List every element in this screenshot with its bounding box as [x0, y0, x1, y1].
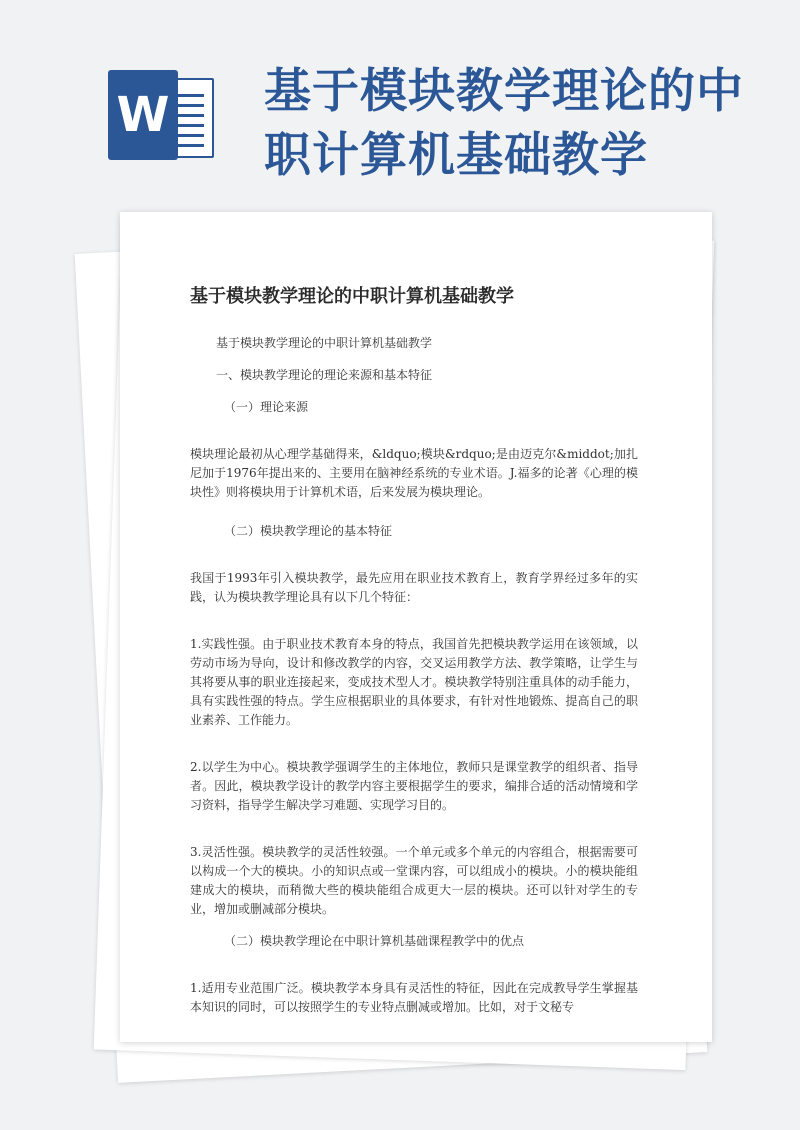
banner-title — [264, 60, 784, 188]
word-letter-tile: W — [108, 70, 178, 160]
document-content — [190, 284, 638, 1017]
paragraph-point-3: 3.灵活性强。模块教学的灵活性较强。一个单元或多个单元的内容组合，根据需要可以构成一个大的模块。小的知识点或一堂课内容，可以组成小的模块。小的模块能组建成大的模块，而稍微大些的模块能组合成更大一层的模块。还可以针对学生的专业，增加或删减部分模块。 — [190, 845, 638, 916]
document-title: 基于模块教学理论的中职计算机基础教学 — [190, 286, 514, 307]
subsection-heading-2: （二）模块教学理论的基本特征 — [224, 524, 393, 538]
subsection-heading-1: （一）理论来源 — [224, 400, 309, 414]
paragraph-theory-source: 模块理论最初从心理学基础得来，&ldquo;模块&rdquo;是由迈克尔&middot;加扎尼加于1976年提出来的、主要用在脑神经系统的专业术语。J.福多的论著《心理的模块性》则将模块用于计算机术语，后来发展为模块理论。 — [190, 447, 638, 499]
section-heading-1: 一、模块教学理论的理论来源和基本特征 — [216, 368, 433, 382]
paragraph-point-4: 1.适用专业范围广泛。模块教学本身具有灵活性的特征，因此在完成教导学生掌握基本知识的同时，可以按照学生的专业特点删减或增加。比如，对于文秘专 — [190, 981, 638, 1014]
word-document-icon — [108, 70, 216, 160]
document-subtitle: 基于模块教学理论的中职计算机基础教学 — [216, 336, 433, 350]
subsection-heading-3: （二）模块教学理论在中职计算机基础课程教学中的优点 — [224, 934, 525, 948]
document-page — [120, 212, 712, 1042]
banner-header — [0, 0, 800, 200]
banner-title-line1: 基于模块教学理论的中 — [264, 64, 744, 119]
paragraph-point-1: 1.实践性强。由于职业技术教育本身的特点，我国首先把模块教学运用在该领域，以劳动市场为导向，设计和修改教学的内容，交叉运用教学方法、教学策略，让学生与其将要从事的职业连接起来，变成技术型人才。模块教学特别注重具体的动手能力，具有实践性强的特点。学生应根据职业的具体要求，有针对性地锻炼、提高自己的职业素养、工作能力。 — [190, 637, 638, 727]
paragraph-introduction: 我国于1993年引入模块教学，最先应用在职业技术教育上，教育学界经过多年的实践，认为模块教学理论具有以下几个特征： — [190, 571, 638, 604]
banner-title-line2: 职计算机基础教学 — [264, 128, 648, 183]
paragraph-point-2: 2.以学生为中心。模块教学强调学生的主体地位，教师只是课堂教学的组织者、指导者。因此，模块教学设计的教学内容主要根据学生的要求，编排合适的活动情境和学习资料，指导学生解决学习难题、实现学习目的。 — [190, 760, 638, 812]
